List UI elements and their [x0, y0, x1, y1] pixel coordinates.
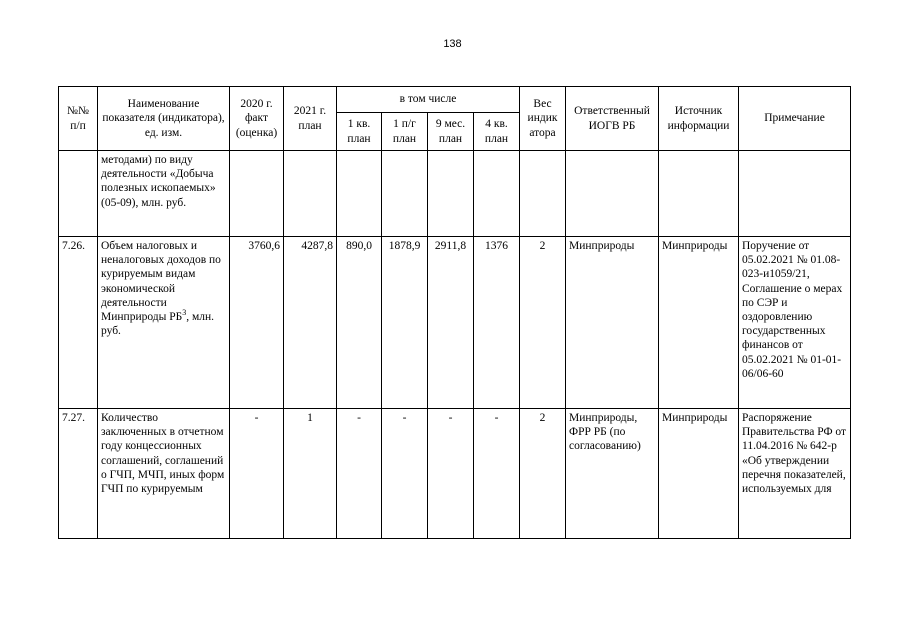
row-name-text: Объем налоговых и неналоговых доходов по курируемым видам экономической деятельности Минприроды РБ	[101, 240, 221, 324]
row-2020: 3760,6	[230, 237, 284, 409]
row-responsible	[566, 151, 659, 237]
col-header-name: Наименование показателя (индикатора), ед. изм.	[98, 87, 230, 151]
row-note: Поручение от 05.02.2021 № 01.08-023-и1059/21, Соглашение о мерах по СЭР и оздоровлению государственных финансов от 05.02.2021 № 01-01-06/06-60	[739, 237, 851, 409]
row-num: 7.27.	[59, 409, 98, 539]
table-header-row	[59, 87, 851, 113]
table-row	[59, 409, 851, 539]
row-9m: 2911,8	[428, 237, 474, 409]
row-note: Распоряжение Правительства РФ от 11.04.2016 № 642-р «Об утверждении перечня показателей, используемых для	[739, 409, 851, 539]
col-header-h1: 1 п/г план	[382, 113, 428, 151]
table-row	[59, 151, 851, 237]
page-number: 138	[443, 38, 462, 50]
row-2021: 1	[284, 409, 337, 539]
row-h1	[382, 151, 428, 237]
row-weight: 2	[520, 409, 566, 539]
table-row	[59, 237, 851, 409]
row-note	[739, 151, 851, 237]
col-header-num: №№ п/п	[59, 87, 98, 151]
col-header-q1: 1 кв. план	[337, 113, 382, 151]
row-h1: 1878,9	[382, 237, 428, 409]
row-2021	[284, 151, 337, 237]
row-name: методами) по виду деятельности «Добыча полезных ископаемых» (05-09), млн. руб.	[98, 151, 230, 237]
col-header-weight: Вес индик атора	[520, 87, 566, 151]
row-weight: 2	[520, 237, 566, 409]
col-header-q4: 4 кв. план	[474, 113, 520, 151]
row-num	[59, 151, 98, 237]
row-source: Минприроды	[659, 237, 739, 409]
row-h1: -	[382, 409, 428, 539]
row-source	[659, 151, 739, 237]
row-2021: 4287,8	[284, 237, 337, 409]
row-num: 7.26.	[59, 237, 98, 409]
row-q1: 890,0	[337, 237, 382, 409]
col-header-2021: 2021 г. план	[284, 87, 337, 151]
row-weight	[520, 151, 566, 237]
footnote-mark: 3	[182, 308, 187, 318]
row-2020	[230, 151, 284, 237]
col-header-2020: 2020 г. факт (оценка)	[230, 87, 284, 151]
row-q4: 1376	[474, 237, 520, 409]
row-source: Минприроды	[659, 409, 739, 539]
row-2020: -	[230, 409, 284, 539]
col-header-source: Источник информации	[659, 87, 739, 151]
row-9m	[428, 151, 474, 237]
col-header-including: в том числе	[337, 87, 520, 113]
row-q1	[337, 151, 382, 237]
row-name: Количество заключенных в отчетном году концессионных соглашений, соглашений о ГЧП, МЧП, иных форм ГЧП по курируемым	[98, 409, 230, 539]
row-responsible: Минприроды, ФРР РБ (по согласованию)	[566, 409, 659, 539]
col-header-responsible: Ответственный ИОГВ РБ	[566, 87, 659, 151]
row-responsible: Минприроды	[566, 237, 659, 409]
row-q1: -	[337, 409, 382, 539]
indicators-table	[58, 86, 851, 539]
row-q4: -	[474, 409, 520, 539]
row-q4	[474, 151, 520, 237]
row-name	[98, 237, 230, 409]
col-header-note: Примечание	[739, 87, 851, 151]
row-name-tail: , млн. руб.	[101, 311, 215, 338]
col-header-9m: 9 мес. план	[428, 113, 474, 151]
row-9m: -	[428, 409, 474, 539]
